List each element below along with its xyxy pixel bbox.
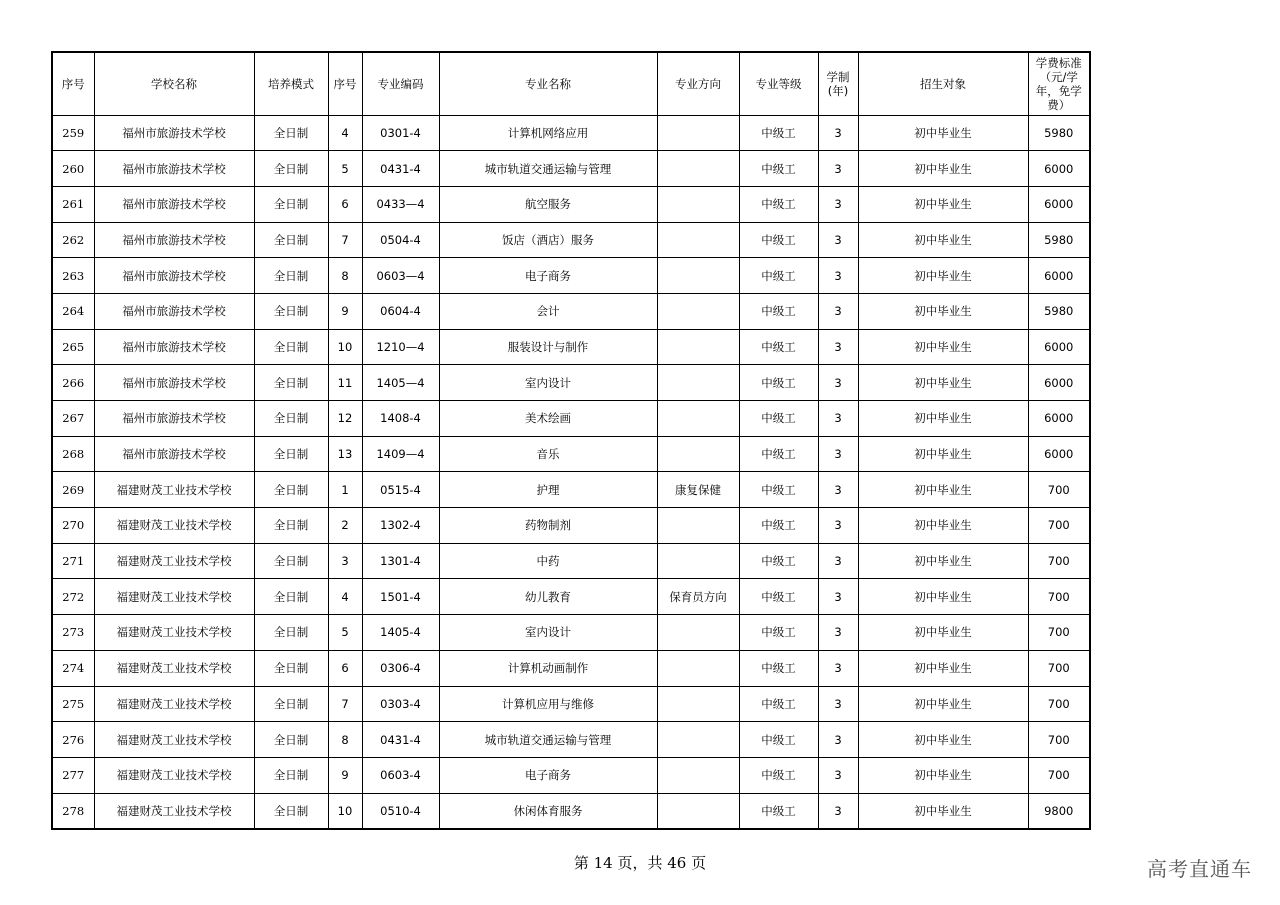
cell-tuition: 700	[1028, 543, 1090, 579]
table-row	[52, 793, 1090, 829]
cell-school-name: 福州市旅游技术学校	[94, 258, 254, 294]
cell-tuition: 700	[1028, 757, 1090, 793]
enrollment-table	[51, 51, 1091, 830]
cell-target-students: 初中毕业生	[858, 436, 1028, 472]
cell-tuition: 5980	[1028, 222, 1090, 258]
cell-school-name: 福州市旅游技术学校	[94, 365, 254, 401]
table-row	[52, 115, 1090, 151]
cell-tuition: 700	[1028, 722, 1090, 758]
cell-target-students: 初中毕业生	[858, 615, 1028, 651]
cell-major-direction	[657, 186, 739, 222]
cell-school-name: 福州市旅游技术学校	[94, 293, 254, 329]
cell-sub-index: 7	[328, 686, 362, 722]
cell-sub-index: 10	[328, 793, 362, 829]
cell-target-students: 初中毕业生	[858, 757, 1028, 793]
cell-major-direction	[657, 793, 739, 829]
cell-duration: 3	[818, 329, 858, 365]
cell-sub-index: 4	[328, 579, 362, 615]
cell-training-mode: 全日制	[254, 650, 328, 686]
table-row	[52, 186, 1090, 222]
cell-sub-index: 9	[328, 293, 362, 329]
cell-major-code: 1210—4	[362, 329, 439, 365]
cell-tuition: 700	[1028, 472, 1090, 508]
cell-sub-index: 6	[328, 650, 362, 686]
cell-school-name: 福州市旅游技术学校	[94, 115, 254, 151]
cell-major-name: 室内设计	[439, 615, 657, 651]
cell-training-mode: 全日制	[254, 722, 328, 758]
cell-training-mode: 全日制	[254, 258, 328, 294]
cell-major-level: 中级工	[739, 686, 818, 722]
cell-major-level: 中级工	[739, 401, 818, 437]
cell-training-mode: 全日制	[254, 115, 328, 151]
cell-sub-index: 9	[328, 757, 362, 793]
table-row	[52, 293, 1090, 329]
cell-major-code: 0431-4	[362, 151, 439, 187]
cell-tuition: 700	[1028, 579, 1090, 615]
cell-major-direction	[657, 543, 739, 579]
cell-sub-index: 8	[328, 258, 362, 294]
header-major-direction: 专业方向	[657, 52, 739, 115]
cell-duration: 3	[818, 472, 858, 508]
cell-school-name: 福州市旅游技术学校	[94, 151, 254, 187]
cell-major-direction	[657, 222, 739, 258]
cell-index: 276	[52, 722, 94, 758]
cell-index: 269	[52, 472, 94, 508]
cell-index: 273	[52, 615, 94, 651]
cell-major-direction	[657, 722, 739, 758]
cell-duration: 3	[818, 579, 858, 615]
cell-training-mode: 全日制	[254, 615, 328, 651]
cell-target-students: 初中毕业生	[858, 793, 1028, 829]
cell-major-code: 1409—4	[362, 436, 439, 472]
cell-training-mode: 全日制	[254, 436, 328, 472]
cell-major-direction	[657, 686, 739, 722]
cell-target-students: 初中毕业生	[858, 293, 1028, 329]
cell-major-level: 中级工	[739, 436, 818, 472]
cell-duration: 3	[818, 650, 858, 686]
table-row	[52, 151, 1090, 187]
cell-major-direction	[657, 115, 739, 151]
cell-sub-index: 10	[328, 329, 362, 365]
cell-duration: 3	[818, 508, 858, 544]
table-row	[52, 686, 1090, 722]
cell-training-mode: 全日制	[254, 329, 328, 365]
table-row	[52, 615, 1090, 651]
cell-major-level: 中级工	[739, 793, 818, 829]
cell-duration: 3	[818, 436, 858, 472]
cell-major-code: 0301-4	[362, 115, 439, 151]
cell-major-level: 中级工	[739, 258, 818, 294]
cell-major-direction	[657, 365, 739, 401]
header-row	[52, 52, 1090, 115]
cell-tuition: 6000	[1028, 151, 1090, 187]
cell-duration: 3	[818, 115, 858, 151]
cell-target-students: 初中毕业生	[858, 115, 1028, 151]
cell-training-mode: 全日制	[254, 793, 328, 829]
cell-target-students: 初中毕业生	[858, 686, 1028, 722]
cell-major-code: 0431-4	[362, 722, 439, 758]
cell-duration: 3	[818, 615, 858, 651]
table-body	[52, 115, 1090, 829]
cell-major-direction	[657, 293, 739, 329]
cell-major-code: 0303-4	[362, 686, 439, 722]
cell-major-name: 电子商务	[439, 757, 657, 793]
cell-sub-index: 13	[328, 436, 362, 472]
cell-duration: 3	[818, 543, 858, 579]
cell-sub-index: 2	[328, 508, 362, 544]
cell-major-level: 中级工	[739, 365, 818, 401]
cell-target-students: 初中毕业生	[858, 258, 1028, 294]
table-row	[52, 722, 1090, 758]
cell-major-name: 幼儿教育	[439, 579, 657, 615]
cell-school-name: 福建财茂工业技术学校	[94, 543, 254, 579]
cell-index: 267	[52, 401, 94, 437]
table-row	[52, 472, 1090, 508]
cell-major-code: 0515-4	[362, 472, 439, 508]
table-row	[52, 508, 1090, 544]
table-row	[52, 436, 1090, 472]
cell-major-code: 0504-4	[362, 222, 439, 258]
table-row	[52, 222, 1090, 258]
cell-major-name: 计算机网络应用	[439, 115, 657, 151]
cell-index: 261	[52, 186, 94, 222]
header-tuition: 学费标准（元/学年，免学费）	[1028, 52, 1090, 115]
table-row	[52, 401, 1090, 437]
header-duration: 学制(年)	[818, 52, 858, 115]
cell-major-code: 1302-4	[362, 508, 439, 544]
cell-major-direction	[657, 258, 739, 294]
cell-duration: 3	[818, 401, 858, 437]
cell-major-name: 计算机动画制作	[439, 650, 657, 686]
cell-major-direction	[657, 329, 739, 365]
cell-tuition: 6000	[1028, 258, 1090, 294]
cell-target-students: 初中毕业生	[858, 222, 1028, 258]
cell-major-name: 药物制剂	[439, 508, 657, 544]
cell-training-mode: 全日制	[254, 222, 328, 258]
cell-sub-index: 5	[328, 615, 362, 651]
cell-training-mode: 全日制	[254, 151, 328, 187]
cell-index: 272	[52, 579, 94, 615]
cell-major-name: 室内设计	[439, 365, 657, 401]
cell-major-level: 中级工	[739, 579, 818, 615]
cell-target-students: 初中毕业生	[858, 508, 1028, 544]
cell-index: 268	[52, 436, 94, 472]
cell-major-name: 中药	[439, 543, 657, 579]
cell-major-level: 中级工	[739, 472, 818, 508]
cell-major-direction	[657, 151, 739, 187]
cell-sub-index: 5	[328, 151, 362, 187]
header-major-code: 专业编码	[362, 52, 439, 115]
cell-index: 266	[52, 365, 94, 401]
cell-sub-index: 3	[328, 543, 362, 579]
cell-duration: 3	[818, 686, 858, 722]
cell-school-name: 福建财茂工业技术学校	[94, 508, 254, 544]
cell-major-direction	[657, 757, 739, 793]
cell-major-level: 中级工	[739, 543, 818, 579]
cell-duration: 3	[818, 222, 858, 258]
cell-duration: 3	[818, 365, 858, 401]
cell-major-name: 饭店（酒店）服务	[439, 222, 657, 258]
cell-major-code: 0306-4	[362, 650, 439, 686]
cell-training-mode: 全日制	[254, 293, 328, 329]
cell-sub-index: 6	[328, 186, 362, 222]
cell-major-code: 0603-4	[362, 757, 439, 793]
table-row	[52, 258, 1090, 294]
cell-tuition: 5980	[1028, 293, 1090, 329]
cell-target-students: 初中毕业生	[858, 579, 1028, 615]
cell-training-mode: 全日制	[254, 508, 328, 544]
cell-tuition: 6000	[1028, 186, 1090, 222]
cell-major-direction	[657, 615, 739, 651]
cell-training-mode: 全日制	[254, 686, 328, 722]
cell-major-name: 航空服务	[439, 186, 657, 222]
cell-major-direction	[657, 508, 739, 544]
cell-major-name: 电子商务	[439, 258, 657, 294]
cell-index: 259	[52, 115, 94, 151]
cell-training-mode: 全日制	[254, 365, 328, 401]
cell-duration: 3	[818, 293, 858, 329]
cell-sub-index: 4	[328, 115, 362, 151]
cell-school-name: 福建财茂工业技术学校	[94, 686, 254, 722]
cell-major-name: 服装设计与制作	[439, 329, 657, 365]
cell-duration: 3	[818, 793, 858, 829]
cell-index: 262	[52, 222, 94, 258]
cell-major-level: 中级工	[739, 329, 818, 365]
cell-tuition: 700	[1028, 686, 1090, 722]
cell-major-level: 中级工	[739, 151, 818, 187]
cell-major-level: 中级工	[739, 722, 818, 758]
cell-sub-index: 12	[328, 401, 362, 437]
cell-sub-index: 1	[328, 472, 362, 508]
cell-major-code: 0604-4	[362, 293, 439, 329]
cell-major-code: 1405—4	[362, 365, 439, 401]
cell-major-level: 中级工	[739, 222, 818, 258]
page-footer: 第 14 页，共 46 页	[573, 854, 707, 872]
cell-index: 277	[52, 757, 94, 793]
cell-tuition: 6000	[1028, 436, 1090, 472]
cell-training-mode: 全日制	[254, 543, 328, 579]
cell-school-name: 福州市旅游技术学校	[94, 186, 254, 222]
header-training-mode: 培养模式	[254, 52, 328, 115]
cell-index: 278	[52, 793, 94, 829]
cell-training-mode: 全日制	[254, 757, 328, 793]
cell-tuition: 700	[1028, 650, 1090, 686]
cell-major-code: 1501-4	[362, 579, 439, 615]
cell-target-students: 初中毕业生	[858, 186, 1028, 222]
watermark: 高考直通车	[1147, 857, 1252, 881]
cell-index: 263	[52, 258, 94, 294]
cell-major-level: 中级工	[739, 650, 818, 686]
cell-major-level: 中级工	[739, 615, 818, 651]
cell-major-code: 0603—4	[362, 258, 439, 294]
cell-major-code: 1301-4	[362, 543, 439, 579]
cell-target-students: 初中毕业生	[858, 543, 1028, 579]
table-row	[52, 757, 1090, 793]
cell-target-students: 初中毕业生	[858, 365, 1028, 401]
cell-duration: 3	[818, 151, 858, 187]
cell-target-students: 初中毕业生	[858, 329, 1028, 365]
cell-major-name: 休闲体育服务	[439, 793, 657, 829]
cell-duration: 3	[818, 722, 858, 758]
table-row	[52, 579, 1090, 615]
cell-training-mode: 全日制	[254, 579, 328, 615]
cell-school-name: 福州市旅游技术学校	[94, 436, 254, 472]
table-row	[52, 650, 1090, 686]
cell-school-name: 福建财茂工业技术学校	[94, 793, 254, 829]
cell-index: 265	[52, 329, 94, 365]
cell-major-direction	[657, 650, 739, 686]
cell-major-code: 0510-4	[362, 793, 439, 829]
cell-major-name: 城市轨道交通运输与管理	[439, 151, 657, 187]
cell-target-students: 初中毕业生	[858, 722, 1028, 758]
table-row	[52, 329, 1090, 365]
cell-major-code: 1408-4	[362, 401, 439, 437]
cell-major-code: 0433—4	[362, 186, 439, 222]
cell-training-mode: 全日制	[254, 186, 328, 222]
cell-major-name: 美术绘画	[439, 401, 657, 437]
cell-major-code: 1405-4	[362, 615, 439, 651]
cell-school-name: 福建财茂工业技术学校	[94, 615, 254, 651]
cell-index: 270	[52, 508, 94, 544]
cell-target-students: 初中毕业生	[858, 650, 1028, 686]
cell-tuition: 700	[1028, 615, 1090, 651]
cell-major-direction	[657, 436, 739, 472]
cell-school-name: 福建财茂工业技术学校	[94, 722, 254, 758]
cell-index: 260	[52, 151, 94, 187]
cell-index: 271	[52, 543, 94, 579]
header-major-level: 专业等级	[739, 52, 818, 115]
header-school-name: 学校名称	[94, 52, 254, 115]
cell-target-students: 初中毕业生	[858, 151, 1028, 187]
cell-major-name: 音乐	[439, 436, 657, 472]
cell-training-mode: 全日制	[254, 472, 328, 508]
cell-major-level: 中级工	[739, 293, 818, 329]
cell-tuition: 9800	[1028, 793, 1090, 829]
cell-tuition: 6000	[1028, 365, 1090, 401]
cell-school-name: 福州市旅游技术学校	[94, 329, 254, 365]
cell-major-name: 城市轨道交通运输与管理	[439, 722, 657, 758]
header-target-students: 招生对象	[858, 52, 1028, 115]
cell-target-students: 初中毕业生	[858, 401, 1028, 437]
header-major-name: 专业名称	[439, 52, 657, 115]
cell-major-level: 中级工	[739, 186, 818, 222]
table-row	[52, 543, 1090, 579]
header-index: 序号	[52, 52, 94, 115]
cell-school-name: 福建财茂工业技术学校	[94, 579, 254, 615]
cell-duration: 3	[818, 757, 858, 793]
cell-major-direction	[657, 401, 739, 437]
header-sub-index: 序号	[328, 52, 362, 115]
cell-major-level: 中级工	[739, 508, 818, 544]
table-row	[52, 365, 1090, 401]
cell-school-name: 福建财茂工业技术学校	[94, 650, 254, 686]
cell-duration: 3	[818, 258, 858, 294]
cell-major-name: 会计	[439, 293, 657, 329]
cell-tuition: 6000	[1028, 401, 1090, 437]
cell-training-mode: 全日制	[254, 401, 328, 437]
cell-sub-index: 11	[328, 365, 362, 401]
cell-target-students: 初中毕业生	[858, 472, 1028, 508]
cell-school-name: 福州市旅游技术学校	[94, 401, 254, 437]
cell-school-name: 福建财茂工业技术学校	[94, 757, 254, 793]
cell-major-direction: 保育员方向	[657, 579, 739, 615]
cell-duration: 3	[818, 186, 858, 222]
cell-index: 275	[52, 686, 94, 722]
cell-major-level: 中级工	[739, 757, 818, 793]
cell-school-name: 福州市旅游技术学校	[94, 222, 254, 258]
cell-sub-index: 8	[328, 722, 362, 758]
cell-index: 274	[52, 650, 94, 686]
cell-tuition: 6000	[1028, 329, 1090, 365]
cell-sub-index: 7	[328, 222, 362, 258]
cell-index: 264	[52, 293, 94, 329]
cell-tuition: 700	[1028, 508, 1090, 544]
cell-major-level: 中级工	[739, 115, 818, 151]
cell-major-direction: 康复保健	[657, 472, 739, 508]
cell-major-name: 计算机应用与维修	[439, 686, 657, 722]
cell-major-name: 护理	[439, 472, 657, 508]
cell-tuition: 5980	[1028, 115, 1090, 151]
cell-school-name: 福建财茂工业技术学校	[94, 472, 254, 508]
